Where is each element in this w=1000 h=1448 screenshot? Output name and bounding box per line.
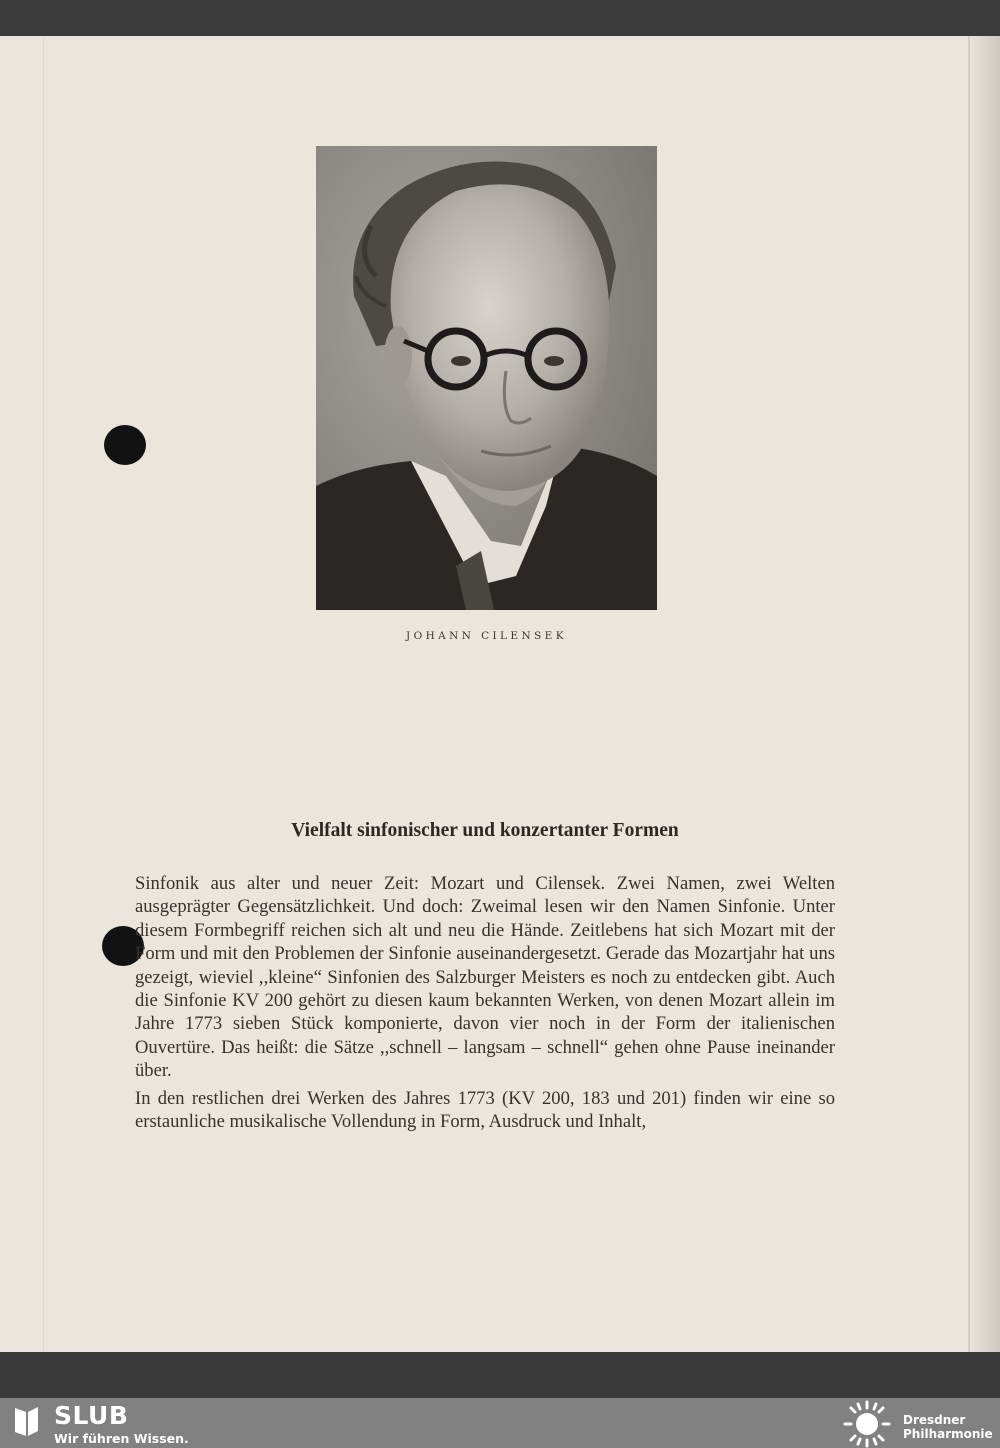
document-page — [0, 36, 1000, 1352]
paragraph-2: In den restlichen drei Werken des Jahres 1773 (KV 200, 183 und 201) finden wir eine so erstaunliche musikalische Vollendung in Form, Ausdruck und Inhalt, — [135, 1087, 835, 1133]
portrait-caption: JOHANN CILENSEK — [406, 630, 567, 642]
sunburst-icon[interactable] — [841, 1400, 893, 1448]
viewer-footer-bar — [0, 1398, 1000, 1448]
portrait-illustration — [316, 146, 657, 610]
book-icon[interactable] — [12, 1404, 40, 1438]
punch-hole-top — [104, 425, 146, 465]
partner-name-line1[interactable]: Dresdner — [903, 1413, 966, 1427]
paragraph-1: Sinfonik aus alter und neuer Zeit: Mozart und Cilensek. Zwei Namen, zwei Welten ausgeprägter Gegensätzlichkeit. Und doch: Zweimal lesen wir den Namen Sinfonie. Unter diesem Formbegriff reichen sich alt und neu die Hände. Zeitlebens hat sich Mozart mit der Form und mit den Problemen der Sinfonie auseinandergesetzt. Gerade das Mozartjahr hat uns gezeigt, wieviel ,,kleine“ Sinfonien des Salzburger Meisters es noch zu entdecken gibt. Auch die Sinfonie KV 200 gehört zu diesen kaum bekannten Werken, von denen Mozart allein im Jahre 1773 sieben Stück komponierte, davon vier noch in der Form der italienischen Ouvertüre. Das heißt: die Sätze ,,schnell – langsam – schnell“ gehen ohne Pause ineinander über. — [135, 873, 835, 1082]
body-text — [135, 872, 835, 1133]
slub-slogan: Wir führen Wissen. — [54, 1431, 189, 1446]
top-scan-border — [0, 0, 1000, 36]
partner-name-line2[interactable]: Philharmonie — [903, 1427, 993, 1441]
portrait-photo — [316, 146, 657, 610]
left-fold-line — [43, 36, 45, 1352]
right-edge-shadow — [968, 36, 1000, 1352]
bottom-scan-border — [0, 1352, 1000, 1398]
slub-name[interactable]: SLUB — [54, 1401, 129, 1430]
section-heading: Vielfalt sinfonischer und konzertanter Formen — [291, 820, 679, 841]
